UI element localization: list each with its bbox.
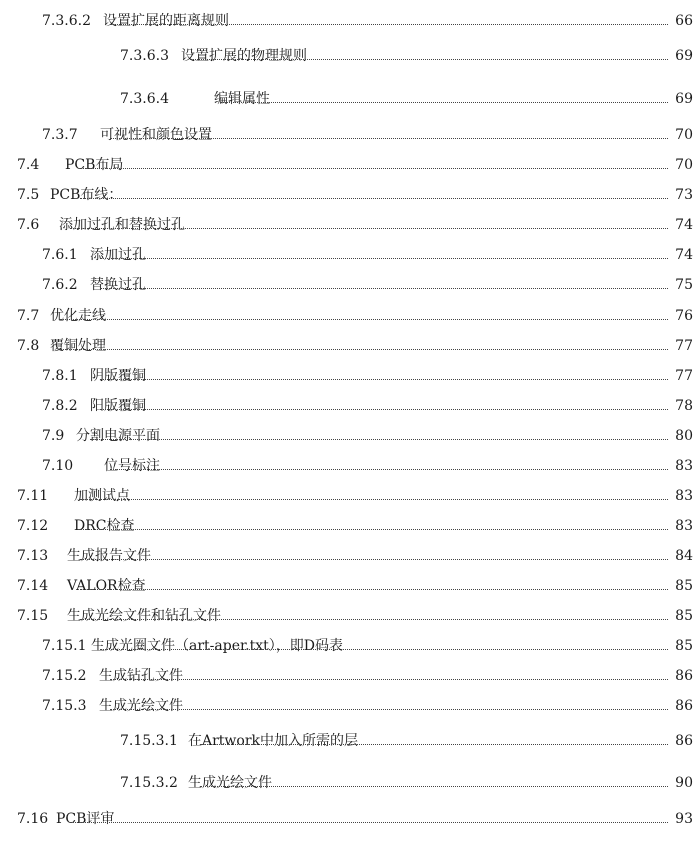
- toc-entry-page: 66: [671, 9, 693, 33]
- toc-entry-title: 添加过孔: [90, 243, 148, 267]
- toc-entry-number: 7.16: [17, 811, 49, 827]
- toc-entry-number: 7.12: [17, 518, 49, 534]
- toc-entry[interactable]: [0, 484, 693, 508]
- toc-entry[interactable]: [0, 544, 693, 568]
- toc-entry[interactable]: [0, 514, 693, 538]
- toc-entry-title: 阴版覆铜: [90, 364, 148, 388]
- toc-entry-title: 生成光绘文件和钻孔文件: [67, 604, 223, 628]
- toc-entry-page: 83: [671, 514, 693, 538]
- toc-entry-number: 7.10: [42, 458, 74, 474]
- toc-entry-page: 86: [671, 664, 693, 688]
- toc-entry[interactable]: [0, 729, 693, 753]
- toc-leader-dots: [110, 469, 668, 470]
- toc-entry-page: 83: [671, 484, 693, 508]
- toc-entry-page: 86: [671, 694, 693, 718]
- toc-entry-number: 7.15.3.2: [120, 775, 178, 791]
- toc-leader-dots: [110, 679, 668, 680]
- toc-entry[interactable]: [0, 364, 693, 388]
- toc-leader-dots: [80, 559, 668, 560]
- toc-entry-page: 85: [671, 574, 693, 598]
- toc-entry[interactable]: [0, 664, 693, 688]
- toc-entry-number: 7.15.2: [42, 668, 87, 684]
- toc-entry-page: 70: [671, 153, 693, 177]
- toc-entry-page: 78: [671, 394, 693, 418]
- toc-entry[interactable]: [0, 243, 693, 267]
- toc-entry[interactable]: [0, 394, 693, 418]
- toc-entry-page: 93: [671, 807, 693, 831]
- toc-leader-dots: [80, 499, 668, 500]
- toc-leader-dots: [190, 59, 668, 60]
- toc-entry[interactable]: [0, 213, 693, 237]
- toc-entry-title: 编辑属性: [214, 87, 272, 111]
- toc-entry-title: DRC检查: [74, 514, 136, 538]
- toc-entry-title: 优化走线: [50, 304, 108, 328]
- toc-entry-number: 7.6.2: [42, 277, 78, 293]
- toc-entry-page: 84: [671, 544, 693, 568]
- toc-entry-title: 添加过孔和替换过孔: [59, 213, 187, 237]
- toc-entry-title: 生成报告文件: [67, 544, 153, 568]
- toc-entry-title: VALOR检查: [67, 574, 148, 598]
- toc-entry-page: 69: [671, 44, 693, 68]
- toc-entry[interactable]: [0, 123, 693, 147]
- toc-entry[interactable]: [0, 153, 693, 177]
- toc-leader-dots: [60, 319, 668, 320]
- toc-entry-title: 可视性和颜色设置: [100, 123, 214, 147]
- toc-entry-number: 7.14: [17, 578, 49, 594]
- toc-entry-title: PCB评审: [56, 807, 116, 831]
- toc-entry-number: 7.13: [17, 548, 49, 564]
- toc-entry-page: 69: [671, 87, 693, 111]
- toc-entry-page: 74: [671, 213, 693, 237]
- toc-entry-title: PCB布局: [65, 153, 125, 177]
- toc-entry-number: 7.8.1: [42, 368, 78, 384]
- toc-entry-title: 生成光圈文件（art-aper.txt），即D码表: [91, 634, 345, 658]
- toc-leader-dots: [200, 786, 668, 787]
- toc-leader-dots: [110, 138, 668, 139]
- toc-entry[interactable]: [0, 183, 693, 207]
- toc-entry-number: 7.8: [17, 338, 40, 354]
- toc-entry[interactable]: [0, 424, 693, 448]
- toc-leader-dots: [70, 228, 668, 229]
- toc-entry-number: 7.15.3.1: [120, 733, 178, 749]
- toc-entry-title: 阳版覆铜: [90, 394, 148, 418]
- toc-entry-title: 替换过孔: [90, 273, 148, 297]
- toc-entry-title: 加测试点: [74, 484, 132, 508]
- toc-leader-dots: [110, 709, 668, 710]
- toc-leader-dots: [80, 619, 668, 620]
- toc-leader-dots: [200, 744, 668, 745]
- toc-leader-dots: [80, 198, 668, 199]
- toc-entry-number: 7.3.6.4: [120, 91, 169, 107]
- toc-entry-title: 设置扩展的物理规则: [181, 44, 309, 68]
- toc-leader-dots: [80, 589, 668, 590]
- toc-entry-title: 设置扩展的距离规则: [103, 9, 231, 33]
- toc-entry-page: 70: [671, 123, 693, 147]
- toc-leader-dots: [100, 409, 668, 410]
- toc-leader-dots: [100, 258, 668, 259]
- toc-entry-number: 7.4: [17, 157, 40, 173]
- toc-entry-title: 生成光绘文件: [99, 694, 185, 718]
- toc-leader-dots: [220, 102, 668, 103]
- toc-entry-title: PCB布线：: [50, 183, 124, 207]
- toc-entry-page: 85: [671, 634, 693, 658]
- toc-entry-number: 7.7: [17, 308, 40, 324]
- toc-entry-number: 7.3.6.3: [120, 48, 169, 64]
- toc-entry[interactable]: [0, 9, 693, 33]
- toc-entry-number: 7.9: [42, 428, 65, 444]
- toc-entry-page: 74: [671, 243, 693, 267]
- toc-entry-number: 7.6: [17, 217, 40, 233]
- toc-entry-title: 生成钻孔文件: [99, 664, 185, 688]
- toc-entry-page: 83: [671, 454, 693, 478]
- toc-entry-title: 覆铜处理: [50, 334, 108, 358]
- toc-leader-dots: [80, 529, 668, 530]
- toc-entry[interactable]: [0, 334, 693, 358]
- toc-entry-page: 86: [671, 729, 693, 753]
- toc-entry[interactable]: [0, 634, 693, 658]
- toc-entry[interactable]: [0, 44, 693, 68]
- toc-entry[interactable]: [0, 454, 693, 478]
- toc-entry-number: 7.3.6.2: [42, 13, 91, 29]
- toc-entry-title: 生成光绘文件: [188, 771, 274, 795]
- toc-entry-number: 7.15: [17, 608, 49, 624]
- toc-entry[interactable]: [0, 694, 693, 718]
- toc-leader-dots: [60, 349, 668, 350]
- toc-entry-page: 73: [671, 183, 693, 207]
- toc-entry[interactable]: [0, 771, 693, 795]
- toc-entry-page: 85: [671, 604, 693, 628]
- toc-leader-dots: [80, 168, 668, 169]
- toc-entry-page: 75: [671, 273, 693, 297]
- toc-entry-page: 76: [671, 304, 693, 328]
- toc-entry-title: 位号标注: [104, 454, 162, 478]
- toc-entry[interactable]: [0, 304, 693, 328]
- toc-entry[interactable]: [0, 87, 693, 111]
- toc-entry-number: 7.5: [17, 187, 40, 203]
- toc-entry[interactable]: [0, 273, 693, 297]
- toc-leader-dots: [70, 822, 668, 823]
- toc-entry-page: 77: [671, 334, 693, 358]
- toc-leader-dots: [100, 649, 668, 650]
- toc-entry-page: 90: [671, 771, 693, 795]
- toc-entry-number: 7.8.2: [42, 398, 78, 414]
- toc-entry-page: 80: [671, 424, 693, 448]
- toc-entry-title: 分割电源平面: [76, 424, 162, 448]
- toc-entry-page: 77: [671, 364, 693, 388]
- toc-leader-dots: [100, 288, 668, 289]
- toc-leader-dots: [100, 379, 668, 380]
- toc-entry[interactable]: [0, 574, 693, 598]
- toc-entry-number: 7.15.1: [42, 638, 87, 654]
- toc-entry-number: 7.11: [17, 488, 49, 504]
- toc-entry-number: 7.15.3: [42, 698, 87, 714]
- toc-entry-title: 在Artwork中加入所需的层: [188, 729, 360, 753]
- toc-entry-number: 7.3.7: [42, 127, 78, 143]
- toc-leader-dots: [110, 24, 668, 25]
- toc-entry[interactable]: [0, 807, 693, 831]
- toc-leader-dots: [90, 439, 668, 440]
- toc-entry-number: 7.6.1: [42, 247, 78, 263]
- toc-entry[interactable]: [0, 604, 693, 628]
